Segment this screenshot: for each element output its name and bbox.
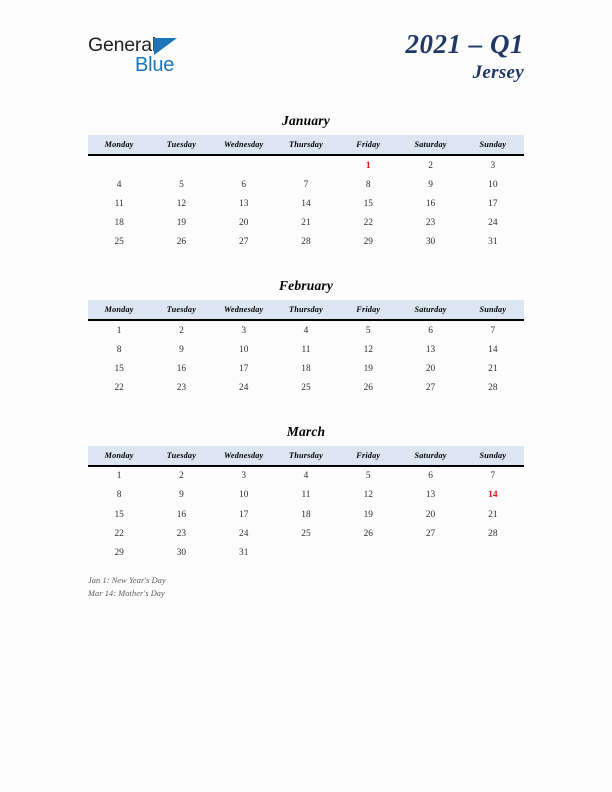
day-cell[interactable]: 12	[176, 198, 187, 209]
week-row	[88, 194, 524, 213]
day-cell[interactable]: 20	[425, 363, 436, 374]
weekday-header-thursday: Thursday	[275, 446, 337, 466]
month-block-march	[88, 424, 524, 563]
day-cell[interactable]: 20	[425, 509, 436, 520]
day-cell[interactable]: 30	[425, 237, 436, 248]
day-cell[interactable]: 17	[239, 509, 249, 520]
day-cell[interactable]: 26	[176, 237, 187, 248]
day-cell[interactable]: 15	[114, 363, 124, 374]
day-cell-empty	[275, 155, 337, 175]
day-cell[interactable]: 14	[488, 344, 498, 355]
week-row	[88, 320, 524, 340]
weekday-header-wednesday: Wednesday	[213, 446, 275, 466]
day-cell[interactable]: 22	[363, 218, 373, 229]
day-cell[interactable]: 19	[363, 509, 373, 520]
day-cell[interactable]: 24	[239, 528, 249, 539]
day-cell[interactable]: 31	[488, 237, 498, 248]
day-cell[interactable]: 7	[490, 471, 496, 482]
day-cell[interactable]: 13	[239, 198, 249, 209]
day-cell-empty	[462, 543, 524, 562]
day-cell[interactable]: 5	[179, 179, 184, 190]
weekday-header-row	[88, 135, 524, 155]
day-cell[interactable]: 28	[301, 237, 311, 248]
day-cell[interactable]: 14	[301, 198, 311, 209]
day-cell[interactable]: 11	[301, 344, 311, 355]
month-block-february	[88, 278, 524, 398]
weekday-header-tuesday: Tuesday	[150, 300, 212, 320]
calendar-table	[88, 300, 524, 398]
weekday-header-saturday: Saturday	[399, 446, 461, 466]
day-cell[interactable]: 3	[241, 471, 247, 482]
page-header	[0, 0, 612, 92]
day-cell[interactable]: 23	[176, 528, 187, 539]
weekday-header-thursday: Thursday	[275, 135, 337, 155]
day-cell[interactable]: 30	[176, 548, 187, 559]
holiday-notes	[88, 575, 488, 601]
week-row	[88, 340, 524, 359]
day-cell-empty	[213, 155, 275, 175]
weekday-header-thursday: Thursday	[275, 300, 337, 320]
logo-text-blue: Blue	[135, 54, 175, 76]
day-cell[interactable]: 26	[363, 383, 373, 394]
logo-triangle-icon	[154, 38, 177, 55]
day-cell[interactable]: 16	[176, 363, 187, 374]
day-cell[interactable]: 26	[363, 528, 373, 539]
day-cell-empty	[88, 155, 150, 175]
day-cell[interactable]: 4	[116, 179, 122, 190]
weekday-header-tuesday: Tuesday	[150, 135, 212, 155]
day-cell[interactable]: 18	[114, 218, 124, 229]
day-cell[interactable]: 11	[301, 490, 311, 501]
day-cell[interactable]: 2	[179, 325, 184, 336]
weekday-header-row	[88, 300, 524, 320]
weekday-header-sunday: Sunday	[462, 446, 524, 466]
week-row	[88, 214, 524, 233]
weekday-header-monday: Monday	[88, 446, 150, 466]
day-cell[interactable]: 8	[116, 490, 122, 501]
week-row	[88, 466, 524, 486]
day-cell[interactable]: 5	[365, 471, 371, 482]
weekday-header-saturday: Saturday	[399, 300, 461, 320]
day-cell[interactable]: 29	[114, 548, 124, 559]
day-cell[interactable]: 8	[116, 344, 122, 355]
month-block-january	[88, 113, 524, 252]
day-cell[interactable]: 21	[301, 218, 311, 229]
weekday-header-wednesday: Wednesday	[213, 300, 275, 320]
day-cell[interactable]: 10	[239, 344, 249, 355]
day-cell-holiday[interactable]: 14	[488, 490, 498, 501]
day-cell[interactable]: 1	[116, 471, 122, 482]
weekday-header-friday: Friday	[337, 135, 399, 155]
day-cell[interactable]: 25	[114, 237, 124, 248]
day-cell[interactable]: 23	[176, 383, 187, 394]
week-row	[88, 543, 524, 562]
month-title: February	[278, 277, 334, 293]
day-cell[interactable]: 4	[303, 325, 309, 336]
day-cell[interactable]: 22	[114, 528, 124, 539]
day-cell[interactable]: 27	[425, 528, 436, 539]
page-title: 2021 – Q1	[405, 29, 524, 59]
general-blue-logo	[88, 36, 218, 84]
day-cell[interactable]: 21	[488, 509, 498, 520]
day-cell[interactable]: 4	[303, 471, 309, 482]
day-cell[interactable]: 12	[363, 490, 373, 501]
logo-text-general: General	[88, 34, 156, 56]
day-cell[interactable]: 28	[488, 383, 498, 394]
day-cell[interactable]: 17	[239, 363, 249, 374]
weekday-header-row	[88, 446, 524, 466]
week-row	[88, 524, 524, 543]
day-cell[interactable]: 13	[425, 344, 436, 355]
day-cell[interactable]: 27	[425, 383, 436, 394]
day-cell[interactable]: 24	[488, 218, 498, 229]
day-cell[interactable]: 9	[428, 179, 433, 190]
day-cell[interactable]: 7	[490, 325, 496, 336]
day-cell[interactable]: 6	[428, 325, 433, 336]
day-cell[interactable]: 2	[428, 160, 433, 171]
day-cell[interactable]: 19	[363, 363, 373, 374]
day-cell[interactable]: 1	[116, 325, 122, 336]
day-cell[interactable]: 20	[239, 218, 249, 229]
day-cell[interactable]: 22	[114, 383, 124, 394]
day-cell[interactable]: 15	[114, 509, 124, 520]
week-row	[88, 379, 524, 398]
day-cell[interactable]: 11	[114, 198, 124, 209]
week-row	[88, 486, 524, 505]
day-cell[interactable]: 21	[488, 363, 498, 374]
week-row	[88, 175, 524, 194]
day-cell[interactable]: 10	[239, 490, 249, 501]
day-cell-empty	[275, 543, 337, 562]
day-cell[interactable]: 6	[428, 471, 433, 482]
day-cell[interactable]: 19	[176, 218, 187, 229]
day-cell[interactable]: 9	[179, 344, 184, 355]
day-cell[interactable]: 15	[363, 198, 373, 209]
day-cell[interactable]: 7	[303, 179, 309, 190]
day-cell[interactable]: 23	[425, 218, 436, 229]
weekday-header-friday: Friday	[337, 446, 399, 466]
day-cell-empty	[337, 543, 399, 562]
weekday-header-monday: Monday	[88, 300, 150, 320]
calendar-table	[88, 135, 524, 252]
day-cell[interactable]: 17	[488, 198, 498, 209]
day-cell[interactable]: 25	[301, 528, 311, 539]
month-title: January	[282, 113, 330, 128]
week-row	[88, 505, 524, 524]
day-cell[interactable]: 31	[239, 548, 249, 559]
day-cell[interactable]: 18	[301, 509, 311, 520]
day-cell[interactable]: 5	[365, 325, 371, 336]
week-row	[88, 359, 524, 378]
day-cell[interactable]: 12	[363, 344, 373, 355]
day-cell[interactable]: 9	[179, 490, 184, 501]
weekday-header-friday: Friday	[337, 300, 399, 320]
holiday-note-line: Mar 14: Mother's Day	[88, 588, 165, 598]
day-cell[interactable]: 10	[488, 179, 498, 190]
holiday-note-line: Jan 1: New Year's Day	[88, 576, 166, 585]
day-cell[interactable]: 8	[365, 179, 371, 190]
day-cell[interactable]: 6	[241, 179, 247, 190]
day-cell[interactable]: 13	[425, 490, 436, 501]
week-row	[88, 233, 524, 252]
day-cell-empty	[150, 155, 212, 175]
weekday-header-sunday: Sunday	[462, 300, 524, 320]
page-subtitle-location: Jersey	[472, 62, 524, 84]
page-title-block	[406, 30, 525, 83]
weekday-header-wednesday: Wednesday	[213, 135, 275, 155]
day-cell[interactable]: 18	[301, 363, 311, 374]
day-cell[interactable]: 25	[301, 383, 311, 394]
day-cell-empty	[399, 543, 461, 562]
day-cell[interactable]: 27	[239, 237, 249, 248]
week-row	[88, 155, 524, 175]
day-cell[interactable]: 29	[363, 237, 373, 248]
calendar-table	[88, 446, 524, 563]
day-cell[interactable]: 28	[488, 528, 498, 539]
weekday-header-sunday: Sunday	[462, 135, 524, 155]
day-cell[interactable]: 16	[176, 509, 187, 520]
weekday-header-tuesday: Tuesday	[150, 446, 212, 466]
months-container	[88, 113, 524, 589]
day-cell[interactable]: 3	[490, 160, 496, 171]
weekday-header-monday: Monday	[88, 135, 150, 155]
day-cell[interactable]: 3	[241, 325, 247, 336]
day-cell[interactable]: 2	[179, 471, 184, 482]
day-cell[interactable]: 16	[425, 198, 436, 209]
day-cell-holiday[interactable]: 1	[365, 160, 371, 171]
weekday-header-saturday: Saturday	[399, 135, 461, 155]
day-cell[interactable]: 24	[239, 383, 249, 394]
month-title: March	[286, 423, 326, 439]
